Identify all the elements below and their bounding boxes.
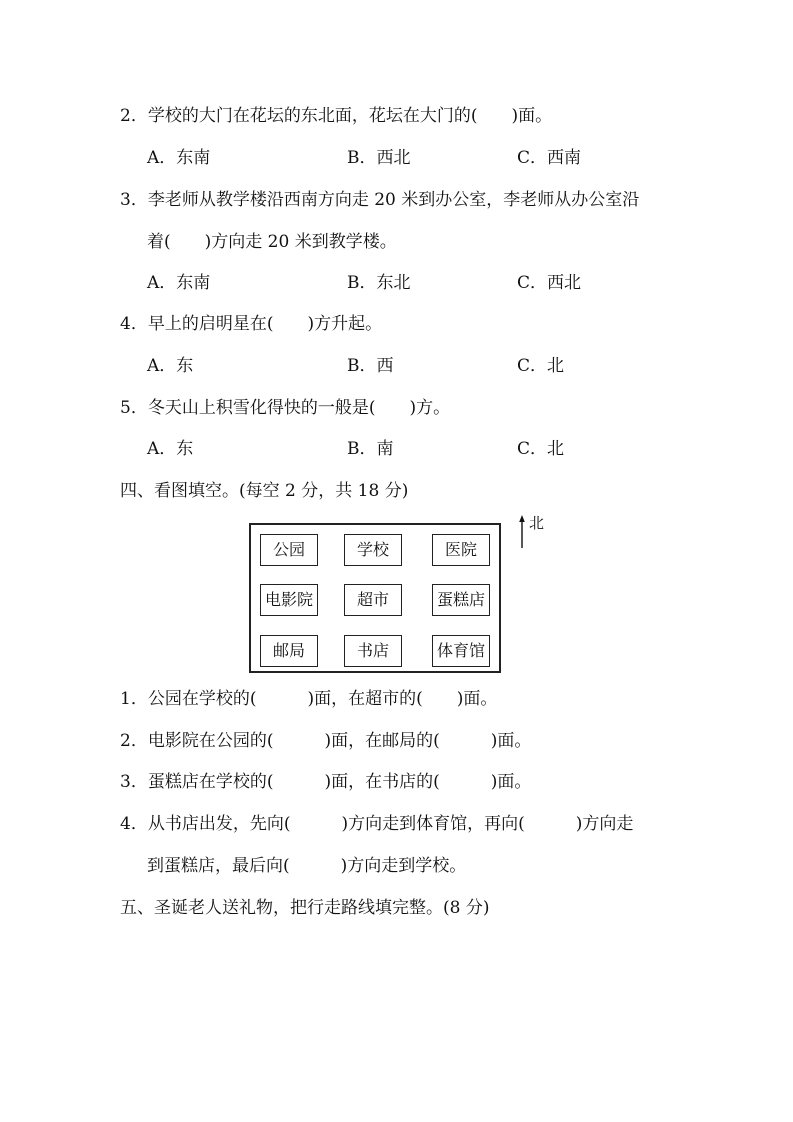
section-4-item-4-continued: 到蛋糕店，最后向( )方向走到学校。 (147, 856, 467, 876)
section-5-title: 五、圣诞老人送礼物，把行走路线填完整。(8 分) (120, 898, 490, 918)
question-4-option-a: A．东 (147, 356, 194, 376)
map-cell-bakery: 蛋糕店 (432, 584, 490, 616)
question-2-option-a: A．东南 (147, 148, 211, 168)
north-label: 北 (529, 514, 545, 532)
map-cell-supermarket: 超市 (344, 584, 402, 616)
map-cell-hospital: 医院 (432, 534, 490, 566)
map-cell-park: 公园 (260, 534, 318, 566)
question-2-text: 2．学校的大门在花坛的东北面，花坛在大门的( )面。 (120, 106, 553, 126)
section-4-title: 四、看图填空。(每空 2 分，共 18 分) (120, 481, 409, 501)
section-4-item-3: 3．蛋糕店在学校的( )面，在书店的( )面。 (120, 772, 532, 792)
question-3-option-b: B．东北 (347, 273, 411, 293)
location-map (249, 523, 501, 673)
map-cell-school: 学校 (344, 534, 402, 566)
question-5-option-a: A．东 (147, 439, 194, 459)
map-cell-post-office: 邮局 (260, 635, 318, 667)
question-5-option-c: C．北 (517, 439, 565, 459)
question-3-text-continued: 着( )方向走 20 米到教学楼。 (147, 232, 397, 252)
map-cell-gym: 体育馆 (432, 635, 490, 667)
question-4-option-b: B．西 (347, 356, 394, 376)
question-3-option-a: A．东南 (147, 273, 211, 293)
question-5-option-b: B．南 (347, 439, 394, 459)
question-4-option-c: C．北 (517, 356, 565, 376)
section-4-item-2: 2．电影院在公园的( )面，在邮局的( )面。 (120, 731, 532, 751)
map-cell-cinema: 电影院 (260, 584, 318, 616)
map-cell-bookstore: 书店 (344, 635, 402, 667)
section-4-item-4: 4．从书店出发，先向( )方向走到体育馆，再向( )方向走 (120, 814, 634, 834)
question-5-text: 5．冬天山上积雪化得快的一般是( )方。 (120, 398, 451, 418)
section-4-item-1: 1．公园在学校的( )面，在超市的( )面。 (120, 689, 498, 709)
question-3-option-c: C．西北 (517, 273, 582, 293)
question-2-option-c: C．西南 (517, 148, 582, 168)
question-2-option-b: B．西北 (347, 148, 411, 168)
question-3-text: 3．李老师从教学楼沿西南方向走 20 米到办公室，李老师从办公室沿 (120, 190, 640, 210)
question-4-text: 4．早上的启明星在( )方升起。 (120, 314, 383, 334)
